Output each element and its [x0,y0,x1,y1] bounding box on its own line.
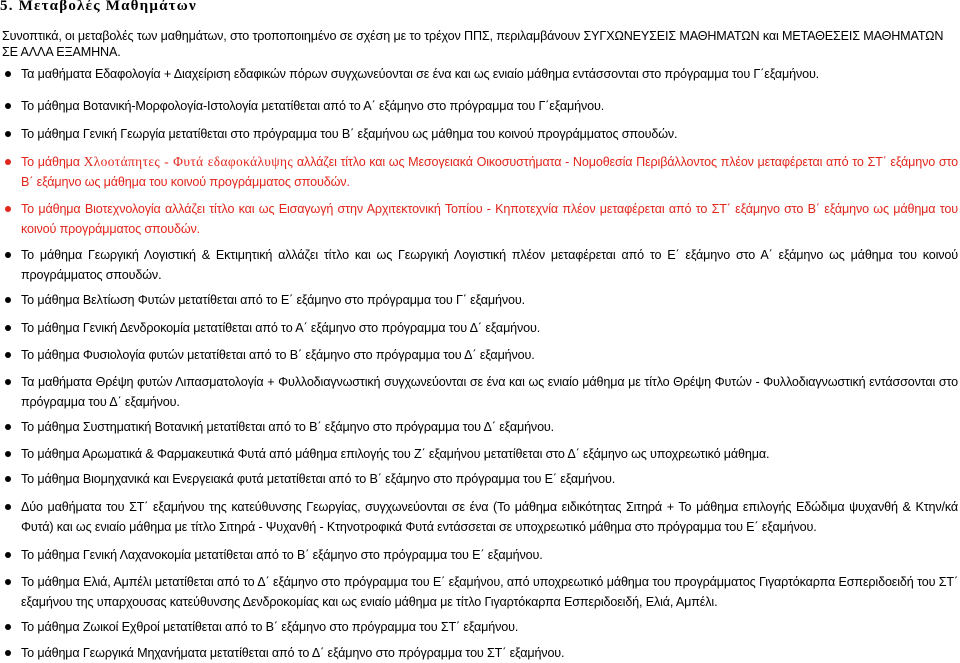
intro-paragraph: Συνοπτικά, οι μεταβολές των μαθημάτων, στο τροποποιημένο σε σχέση με το τρέχον ΠΠΣ, περιλαμβάνουν ΣΥΓΧΩΝΕΥΣΕΙΣ ΜΑΘΗΜΑΤΩΝ και ΜΕΤΑΘΕΣΕΙΣ ΜΑΘΗΜΑΤΩΝ ΣΕ ΑΛΛΑ ΕΞΑΜΗΝΑ. [2,29,944,59]
list-item-text: Το μάθημα Βιοτεχνολογία αλλάζει τίτλο και ως Εισαγωγή στην Αρχιτεκτονική Τοπίου - Κηποτεχνία πλέον μεταφέρεται από το ΣΤ΄ εξάμηνο στο Β΄ εξάμηνο ως μάθημα του κοινού προγράμματος σπουδών. [21,202,958,236]
list-item-text: Το μάθημα Γεωργική Λογιστική & Εκτιμητική αλλάζει τίτλο και ως Γεωργική Λογιστική πλέον μεταφέρεται από το Ε΄ εξάμηνο στο Α΄ εξάμηνο ως μάθημα του κοινού προγράμματος σπουδών. [21,248,958,282]
list-item [0,152,958,192]
list-item-text: Δύο μαθήματα του ΣΤ΄ εξαμήνου της κατεύθυνσης Γεωργίας, συγχωνεύονται σε ένα (Το μάθημα ειδικότητας Σιτηρά + Το μάθημα επιλογής Εδώδιμα ψυχανθή & Κτην/κά Φυτά) και ως ενιαίο μάθημα με τίτλο Σιτηρά - Ψυχανθή - Κτηνοτροφικά Φυτά εντάσσεται σε υποχρεωτικό μάθημα στο πρόγραμμα του Ε΄ εξαμήνου. [21,500,958,534]
list-item [0,417,958,437]
bullet-icon [5,552,11,558]
list-item-text: Το μάθημα Γενική Δενδροκομία μετατίθεται από το Α΄ εξάμηνο στο πρόγραμμα του Δ΄ εξαμήνου. [21,321,541,335]
bullet-icon [5,103,11,109]
list-item-text: Το μάθημα Γενική Γεωργία μετατίθεται στο πρόγραμμα του Β΄ εξαμήνου ως μάθημα του κοινού προγράμματος σπουδών. [21,127,678,141]
list-item [0,497,958,537]
bullet-icon [5,71,11,77]
list-item-text: Το μάθημα Βιομηχανικά και Ενεργειακά φυτά μετατίθεται από το Β΄ εξάμηνο στο πρόγραμμα του Ε΄ εξαμήνου. [21,472,616,486]
list-item-text: Το μάθημα Γενική Λαχανοκομία μετατίθεται από το Β΄ εξάμηνο στο πρόγραμμα του Ε΄ εξαμήνου. [21,548,543,562]
list-item-text: Το μάθημα Αρωματικά & Φαρμακευτικά Φυτά από μάθημα επιλογής του Ζ΄ εξαμήνου μετατίθεται στο Δ΄ εξάμηνο ως υποχρεωτικό μάθημα. [21,447,770,461]
bullet-icon [5,624,11,630]
list-item [0,617,958,637]
bullet-icon [5,424,11,430]
bullet-icon [5,650,11,656]
bullet-icon [5,579,11,585]
list-item-text: Το μάθημα Ζωικοί Εχθροί μετατίθεται από το Β΄ εξάμηνο στο πρόγραμμα του ΣΤ΄ εξαμήνου. [21,620,519,634]
list-item-text: Το μάθημα Γεωργικά Μηχανήματα μετατίθεται από το Δ΄ εξάμηνο στο πρόγραμμα του ΣΤ΄ εξαμήνου. [21,646,565,660]
bullet-icon [5,476,11,482]
list-item-text: Το μάθημα Βοτανική-Μορφολογία-Ιστολογία μετατίθεται από το Α΄ εξάμηνο στο πρόγραμμα του Γ΄εξαμήνου. [21,99,605,113]
list-item [0,572,958,612]
list-item [0,318,958,338]
list-item [0,469,958,489]
list-item-text: Το μάθημα Φυσιολογία φυτών μετατίθεται από το Β΄ εξάμηνο στο πρόγραμμα του Δ΄ εξαμήνου. [21,348,535,362]
bullet-icon [5,252,11,258]
list-item [0,290,958,310]
list-item-text: Το μάθημα Βελτίωση Φυτών μετατίθεται από το Ε΄ εξάμηνο στο πρόγραμμα του Γ΄ εξαμήνου. [21,293,525,307]
course-title-text: Χλοοτάπητες - Φυτά εδαφοκάλυψης [83,154,294,169]
list-item-text [0,152,958,192]
list-item [0,643,958,663]
bullet-icon [5,504,11,510]
list-item-text-part: αλλάζει τίτλο και ως Μεσογειακά Οικοσυστήματα - Νομοθεσία Περιβάλλοντος πλέον μεταφέρεται από το ΣΤ΄ εξάμηνο στο Β΄ εξάμηνο ως μάθημα του κοινού προγράμματος σπουδών. [21,155,958,189]
bullet-icon [5,325,11,331]
list-item-text: Τα μαθήματα Θρέψη φυτών Λιπασματολογία + Φυλλοδιαγνωστική συγχωνεύονται σε ένα και ως ενιαίο μάθημα με τίτλο Θρέψη Φυτών - Φυλλοδιαγνωστική εντάσσονται στο πρόγραμμα του Δ΄ εξαμήνου. [21,375,958,409]
list-item-text-part: Το μάθημα [21,155,84,169]
bullet-icon [5,379,11,385]
list-item-text: Το μάθημα Συστηματική Βοτανική μετατίθεται από το Β΄ εξάμηνο στο πρόγραμμα του Δ΄ εξαμήνου. [21,420,555,434]
bullet-icon [5,206,11,212]
list-item [0,96,958,116]
list-item [0,345,958,365]
bullet-icon [5,451,11,457]
bullet-icon [5,159,11,165]
list-item [0,245,958,285]
list-item [0,124,958,144]
list-item [0,199,958,239]
section-heading: 5. Μεταβολές Μαθημάτων [0,0,197,14]
list-item-text: Τα μαθήματα Εδαφολογία + Διαχείριση εδαφικών πόρων συγχωνεύονται σε ένα και ως ενιαίο μάθημα εντάσσονται στο πρόγραμμα του Γ΄εξαμήνου. [21,67,820,81]
bullet-icon [5,352,11,358]
bullet-icon [5,131,11,137]
list-item [0,372,958,412]
list-item [0,444,958,464]
list-item-text: Το μάθημα Ελιά, Αμπέλι μετατίθεται από το Δ΄ εξάμηνο στο πρόγραμμα του Ε΄ εξαμήνου, από υποχρεωτικό μάθημα του προγράμματος Γιγαρτόκαρπα Εσπεριδοειδή του ΣΤ΄ εξαμήνου της υπαρχουσας κατεύθυνσης Δενδροκομίας και ως ενιαίο μάθημα με τίτλο Γιγαρτόκαρπα Εσπεριδοειδή, Ελιά, Αμπέλι. [21,575,958,609]
list-item [0,64,958,84]
bullet-icon [5,297,11,303]
list-item [0,545,958,565]
